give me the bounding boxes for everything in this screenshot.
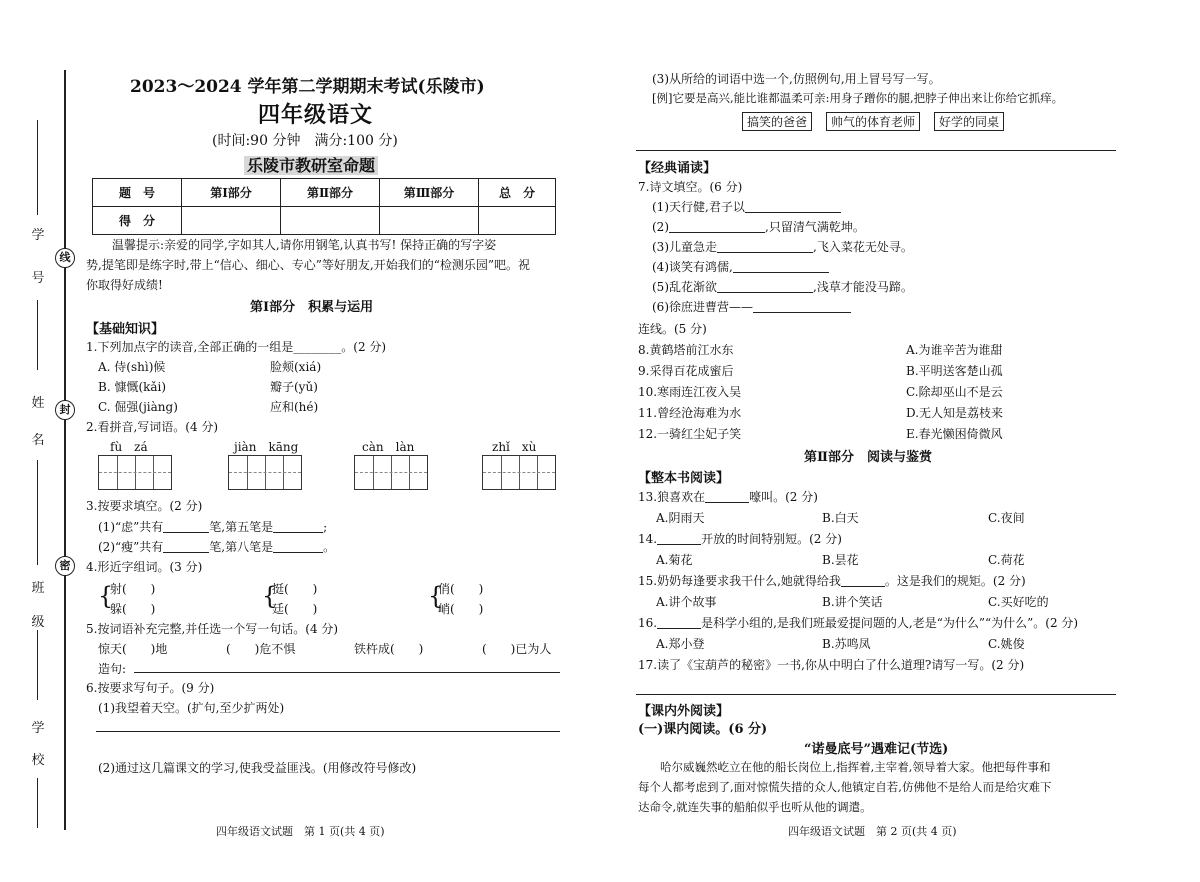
seal-mi: 密 [55,556,75,576]
q15-text: 。这是我们的规矩。(2 分) [884,574,1026,588]
label-xiao: 校 [31,753,45,768]
q15-option[interactable]: A.讲个故事 [656,595,717,609]
q16-text: 是科学小组的,是我们班最爱提问题的人,老是“为什么”“为什么”。(2 分) [701,616,1079,630]
answer-blank[interactable] [745,200,841,213]
choice-box: 帅气的体育老师 [826,112,920,131]
page-2-footer: 四年级语文试题 第 2 页(共 4 页) [788,825,957,838]
answer-blank[interactable] [717,240,813,253]
q17-stem: 17.读了《宝葫芦的秘密》一书,你从中明白了什么道理?请写一写。(2 分) [638,658,1025,672]
q6-sub-1: (1)我望着天空。(扩句,至少扩两处) [98,701,285,715]
time-info: (时间:90 分钟 满分:100 分) [212,133,398,149]
q17-answer-line[interactable] [636,694,1116,695]
link-left-item[interactable]: 10.寒雨连江夜入吴 [638,385,742,399]
notice-line-2: 势,提笔即是练字时,带上“信心、细心、专心”等好朋友,开始我们的“检测乐园”吧。祝 [86,258,530,272]
q5-sentence-label: 造句: [98,662,127,676]
q7-text: (3)儿童急走 [652,240,717,254]
q7-text: (1)天行健,君子以 [652,200,745,214]
link-right-item[interactable]: D.无人知是荔枝来 [906,406,1004,420]
q7-line-6 [652,298,851,315]
notice-line-3: 你取得好成绩! [86,278,163,292]
subject-title: 四年级语文 [258,102,374,128]
passage-line: 每个人都考虑到了,面对惊慌失措的众人,他镇定自若,仿佛他不是给人而是给灾难下 [638,780,1052,794]
q5-idiom[interactable]: 铁杵成( ) [354,642,424,656]
q2-stem: 2.看拼音,写词语。(4 分) [86,420,219,434]
q13-text: 13.狼喜欢在 [638,490,706,504]
q14-option[interactable]: C.荷花 [988,553,1025,567]
q13-stem [638,488,818,505]
brace-1: { [98,582,114,610]
q3-l1-punct: ; [323,520,328,534]
label-xing: 姓 [31,396,45,411]
q3-stem: 3.按要求填空。(2 分) [86,499,203,513]
q15-stem [638,572,1026,589]
q7-stem: 7.诗文填空。(6 分) [638,180,743,194]
q7-line-3 [652,238,913,255]
link-left-item[interactable]: 8.黄鹤塔前江水东 [638,343,734,357]
q5-answer-line[interactable] [134,672,560,673]
passage-line: 达命令,就连失事的船舶似乎也听从他的调遣。 [638,800,872,814]
pinyin-writing-box[interactable] [354,455,428,490]
score-cell[interactable] [479,207,556,235]
q14-option[interactable]: A.菊花 [656,553,693,567]
link-right-item[interactable]: B.平明送客楚山孤 [906,364,1003,378]
reading-heading: 【课内外阅读】 [638,704,730,719]
q7-text: (6)徐庶进曹营—— [652,300,753,314]
q1-option-b1: B. 慷慨(kǎi) [98,380,167,394]
q16-option[interactable]: A.郑小登 [656,637,705,651]
q6-answer-line[interactable] [636,150,1116,151]
q7-text: ,浅草才能没马蹄。 [813,280,913,294]
seal-feng: 封 [55,400,75,420]
answer-blank[interactable] [841,574,885,587]
passage-title: “诺曼底号”遇难记(节选) [804,742,949,757]
answer-blank[interactable] [273,520,323,533]
q15-option[interactable]: B.讲个笑话 [822,595,883,609]
q5-idiom[interactable]: 惊天( )地 [98,642,168,656]
link-left-item[interactable]: 11.曾经沧海难为水 [638,406,742,420]
q4-item[interactable]: 射( ) [110,582,156,596]
q3-line-1 [98,518,327,535]
answer-blank[interactable] [657,532,701,545]
seal-xian: 线 [55,248,75,268]
q7-text: ,只留清气满乾坤。 [765,220,865,234]
school-write-line-2 [37,778,38,828]
q7-line-5 [652,278,913,295]
link-right-item[interactable]: C.除却巫山不是云 [906,385,1003,399]
q6-answer-line[interactable] [96,731,560,732]
issuer-text: 乐陵市教研室命题 [244,156,378,175]
q7-line-1 [652,198,841,215]
choice-box: 好学的同桌 [934,112,1004,131]
q14-text: 14. [638,532,658,546]
link-right-item[interactable]: A.为谁辛苦为谁甜 [906,343,1003,357]
q4-item[interactable]: 俏( ) [438,582,484,596]
q3-l1-text: 笔,第五笔是 [209,520,274,534]
part2-title: 第Ⅱ部分 阅读与鉴赏 [804,450,932,465]
q5-stem: 5.按词语补充完整,并任选一个写一句话。(4 分) [86,622,339,636]
q4-item[interactable]: 峭( ) [438,602,484,616]
label-ban: 班 [31,581,45,596]
pinyin-writing-box[interactable] [228,455,302,490]
score-header-cell: 总 分 [479,179,556,207]
q6-sub-3: (3)从所给的词语中选一个,仿照例句,用上冒号写一写。 [652,72,941,86]
q3-line-2 [98,538,335,555]
q1-option-c2: 应和(hé) [270,400,319,414]
q1-option-b2: 瓣子(yǔ) [270,380,318,394]
score-header-cell: 第Ⅲ部分 [380,179,479,207]
q14-option[interactable]: B.昙花 [822,553,859,567]
q2-pinyin-4: zhǐ xù [492,440,537,454]
label-ji: 级 [31,615,45,630]
page-1-footer: 四年级语文试题 第 1 页(共 4 页) [216,825,385,838]
id-write-line [37,120,38,215]
inclass-reading-label: (一)课内阅读。(6 分) [638,722,768,737]
q4-item[interactable]: 躲( ) [110,602,156,616]
q4-item[interactable]: 廷( ) [272,602,318,616]
answer-blank[interactable] [753,300,851,313]
q2-pinyin-3: càn làn [362,440,415,454]
answer-blank[interactable] [273,540,323,553]
q1-stem: 1.下列加点字的读音,全部正确的一组是________。(2 分) [86,340,387,354]
q3-l1-text: (1)“虑”共有 [98,520,164,534]
q6-choices [742,112,1018,131]
brace-3: { [428,582,444,610]
q1-option-c1: C. 倔强(jiàng) [98,400,178,414]
q3-l2-punct: 。 [323,540,336,554]
choice-box: 搞笑的爸爸 [742,112,812,131]
q13-option[interactable]: B.白天 [822,511,859,525]
score-cell[interactable] [182,207,281,235]
q7-line-2 [652,218,865,235]
pinyin-writing-box[interactable] [482,455,556,490]
q16-option[interactable]: B.苏鸣凤 [822,637,871,651]
q15-option[interactable]: C.买好吃的 [988,595,1049,609]
link-right-item[interactable]: E.春光懒困倚微风 [906,427,1003,441]
basic-knowledge-heading: 【基础知识】 [86,322,165,337]
q5-idiom[interactable]: ( )已为人 [482,642,552,656]
q7-text: (2) [652,220,669,234]
q6-example: [例]它要是高兴,能比谁都温柔可亲:用身子蹭你的腿,把脖子伸出来让你给它抓痒。 [652,91,1064,105]
part1-title: 第Ⅰ部分 积累与运用 [250,300,374,315]
classic-heading: 【经典诵读】 [638,161,717,176]
issuer-banner [244,153,378,176]
whole-book-heading: 【整本书阅读】 [638,471,730,486]
q14-stem [638,530,842,547]
brace-2: { [262,582,278,610]
q13-text: 嚎叫。(2 分) [749,490,818,504]
q4-item[interactable]: 挺( ) [272,582,318,596]
answer-blank[interactable] [717,280,813,293]
q3-l2-text: (2)“瘦”共有 [98,540,164,554]
q7-text: (4)谈笑有鸿儒, [652,260,733,274]
answer-blank[interactable] [705,490,749,503]
pinyin-writing-box[interactable] [98,455,172,490]
q7-text: ,飞入菜花无处寻。 [813,240,913,254]
label-xue2: 学 [31,721,45,736]
answer-blank[interactable] [163,520,209,533]
label-hao: 号 [31,271,45,286]
score-table [92,178,556,235]
score-header-cell: 第Ⅱ部分 [281,179,380,207]
answer-blank[interactable] [657,616,701,629]
school-write-line [37,630,38,700]
q1-option-a2: 脸颊(xiá) [270,360,322,374]
label-xue: 学 [31,228,45,243]
q13-option[interactable]: A.阴雨天 [656,511,705,525]
q3-l2-text: 笔,第八笔是 [209,540,274,554]
score-table-score-row [93,207,556,235]
q7-line-4 [652,258,829,275]
answer-blank[interactable] [733,260,829,273]
score-header-cell: 第Ⅰ部分 [182,179,281,207]
notice-line-1: 温馨提示:亲爱的同学,字如其人,请你用钢笔,认真书写! 保持正确的写字姿 [112,238,497,252]
label-ming: 名 [31,433,45,448]
class-write-line [37,460,38,565]
q16-stem [638,614,1078,631]
score-header-cell: 题 号 [93,179,182,207]
q6-sub-2: (2)通过这几篇课文的学习,使我受益匪浅。(用修改符号修改) [98,761,417,775]
q1-option-a1: A. 侍(shì)候 [98,360,166,374]
score-cell[interactable] [281,207,380,235]
passage-line: 哈尔威巍然屹立在他的船长岗位上,指挥着,主宰着,领导着大家。他把每件事和 [660,760,1051,774]
q13-option[interactable]: C.夜间 [988,511,1025,525]
link-stem: 连线。(5 分) [638,322,707,336]
q14-text: 开放的时间特别短。(2 分) [701,532,842,546]
q16-option[interactable]: C.姚俊 [988,637,1025,651]
q2-pinyin-1: fù zá [110,440,148,454]
answer-blank[interactable] [163,540,209,553]
link-left-item[interactable]: 9.采得百花成蜜后 [638,364,734,378]
score-row-label: 得 分 [93,207,182,235]
score-cell[interactable] [380,207,479,235]
q4-stem: 4.形近字组词。(3 分) [86,560,203,574]
exam-title: 2023～2024 学年第二学期期末考试(乐陵市) [130,77,485,97]
score-table-header-row [93,179,556,207]
link-left-item[interactable]: 12.一骑红尘妃子笑 [638,427,742,441]
q2-pinyin-2: jiàn kāng [234,440,299,454]
answer-blank[interactable] [669,220,765,233]
q5-idiom[interactable]: ( )危不惧 [226,642,296,656]
q6-stem: 6.按要求写句子。(9 分) [86,681,215,695]
name-write-line [37,300,38,370]
q7-text: (5)乱花渐欲 [652,280,717,294]
q16-text: 16. [638,616,658,630]
q15-text: 15.奶奶每逢要求我干什么,她就得给我 [638,574,841,588]
binding-line [64,70,66,830]
